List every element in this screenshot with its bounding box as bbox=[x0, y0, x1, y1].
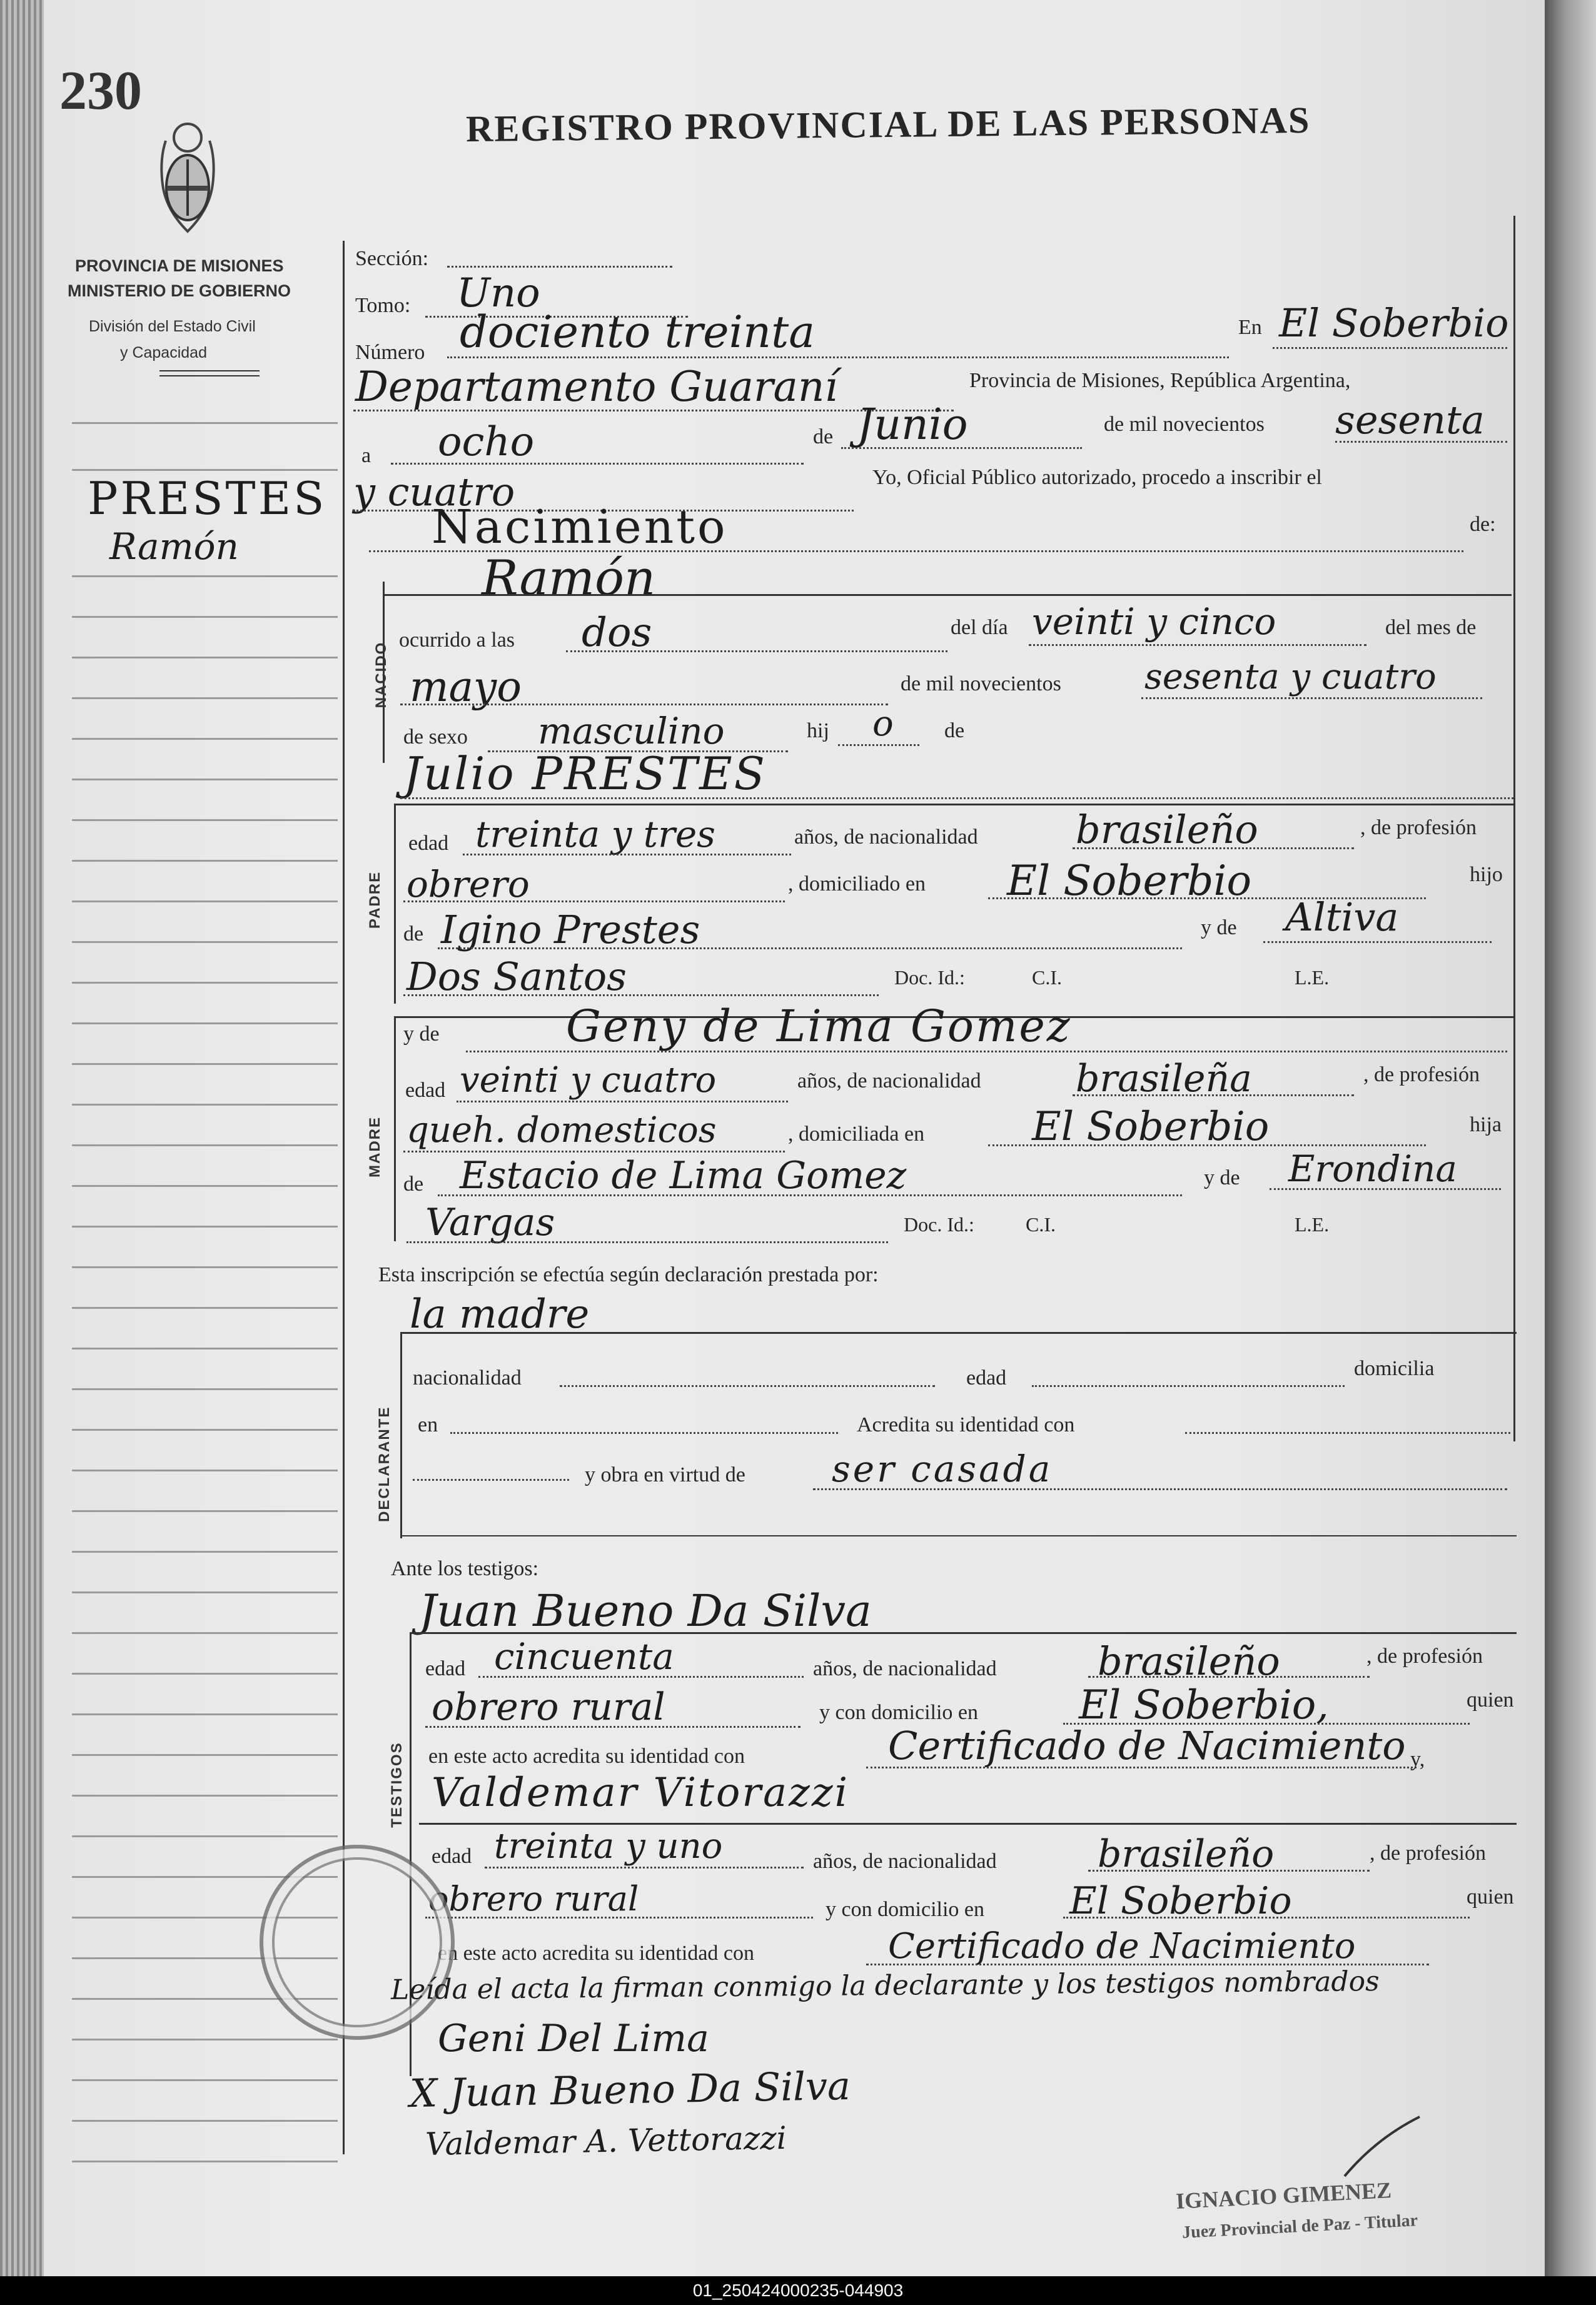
padre-dom-value: El Soberbio bbox=[1007, 857, 1252, 905]
padre-edad-value: treinta y tres bbox=[475, 813, 715, 855]
tomo-label: Tomo: bbox=[355, 294, 411, 317]
sexo-label: de sexo bbox=[403, 725, 468, 749]
madre-ci-label: C.I. bbox=[1026, 1213, 1056, 1236]
hora-value: dos bbox=[582, 610, 652, 656]
testigo1-y-label: y, bbox=[1410, 1748, 1425, 1771]
testigo2-nombre: Valdemar Vitorazzi bbox=[432, 1770, 850, 1816]
testigo1-nac: brasileño bbox=[1098, 1638, 1280, 1684]
testigo1-nac-label: años, de nacionalidad bbox=[813, 1657, 997, 1680]
mes-nacimiento-value: mayo bbox=[410, 663, 522, 711]
madre-y-de-label: y de bbox=[403, 1022, 440, 1046]
mil-label: de mil novecientos bbox=[1104, 413, 1265, 436]
padre-hijo-label: hijo bbox=[1470, 863, 1503, 886]
madre-edad-value: veinti y cuatro bbox=[460, 1060, 717, 1101]
page-title: REGISTRO PROVINCIAL DE LAS PERSONAS bbox=[465, 99, 1311, 150]
padre-le-label: L.E. bbox=[1295, 966, 1330, 989]
declarante-acredita-label: Acredita su identidad con bbox=[857, 1413, 1075, 1436]
del-mes-label: del mes de bbox=[1385, 616, 1477, 639]
madre-hija-label: hija bbox=[1470, 1113, 1502, 1136]
coat-of-arms-emblem bbox=[153, 116, 222, 241]
del-dia-label: del día bbox=[951, 616, 1008, 639]
province-label: PROVINCIA DE MISIONES bbox=[75, 256, 284, 275]
testigo2-prof: obrero rural bbox=[428, 1879, 639, 1919]
padre-ci-label: C.I. bbox=[1032, 966, 1062, 989]
anio-value-2: y cuatro bbox=[353, 469, 515, 515]
padre-de-label: de bbox=[403, 922, 424, 946]
declarante-obra-value: ser casada bbox=[832, 1448, 1053, 1490]
division-label-2: y Capacidad bbox=[120, 344, 207, 361]
en-value: El Soberbio bbox=[1279, 300, 1509, 346]
madre-nac-value: brasileña bbox=[1076, 1057, 1252, 1101]
declarante-edad-label: edad bbox=[966, 1366, 1007, 1390]
section-label-nacido: NACIDO bbox=[373, 641, 390, 709]
testigo2-quien-label: quien bbox=[1467, 1885, 1514, 1909]
declarante-value: la madre bbox=[410, 1291, 590, 1338]
testigo2-edad: treinta y uno bbox=[494, 1826, 723, 1867]
abuelo-materno-value: Estacio de Lima Gomez bbox=[460, 1154, 907, 1198]
testigo1-acto-label: en este acto acredita su identidad con bbox=[428, 1745, 745, 1768]
abuela-materna-value-2: Vargas bbox=[425, 1201, 555, 1244]
tomo-value: Uno bbox=[457, 270, 540, 316]
dia-nacimiento-value: veinti y cinco bbox=[1032, 600, 1276, 643]
signature-testigo-2: Valdemar A. Vettorazzi bbox=[425, 2119, 787, 2163]
hij-label: hij bbox=[807, 719, 829, 742]
madre-nombre-value: Geny de Lima Gomez bbox=[566, 1001, 1072, 1052]
official-stamp bbox=[260, 1845, 455, 2040]
padre-prof-label: , de profesión bbox=[1360, 816, 1477, 839]
testigo2-doc: Certificado de Nacimiento bbox=[888, 1926, 1356, 1967]
testigos-intro: Ante los testigos: bbox=[391, 1557, 539, 1580]
madre-dom-label: , domiciliada en bbox=[788, 1122, 925, 1146]
mil-nacimiento-label: de mil novecientos bbox=[901, 672, 1061, 695]
padre-doc-label: Doc. Id.: bbox=[894, 966, 965, 989]
testigo1-quien-label: quien bbox=[1467, 1688, 1514, 1712]
testigo1-doc: Certificado de Nacimiento bbox=[888, 1723, 1406, 1768]
section-label-declarante: DECLARANTE bbox=[376, 1406, 393, 1522]
testigo2-nac-label: años, de nacionalidad bbox=[813, 1850, 997, 1873]
padre-dom-label: , domiciliado en bbox=[788, 872, 926, 895]
padre-nombre-value: Julio PRESTES bbox=[403, 747, 767, 800]
margin-given-name: Ramón bbox=[109, 525, 239, 568]
departamento-value: Departamento Guaraní bbox=[355, 363, 838, 411]
madre-edad-label: edad bbox=[405, 1079, 446, 1102]
de-label: de bbox=[813, 425, 834, 448]
declarante-en-label: en bbox=[418, 1413, 438, 1436]
anio-nacimiento-value: sesenta y cuatro bbox=[1144, 657, 1437, 697]
padre-edad-label: edad bbox=[408, 832, 449, 855]
abuela-paterna-value-2: Dos Santos bbox=[407, 954, 627, 999]
image-id-footer: 01_250424000235-044903 bbox=[0, 2276, 1596, 2305]
padre-nac-label: años, de nacionalidad bbox=[794, 825, 978, 849]
declarante-obra-label: y obra en virtud de bbox=[585, 1463, 745, 1486]
abuela-paterna-value: Altiva bbox=[1285, 894, 1399, 940]
judge-signature-mark bbox=[1338, 2114, 1426, 2182]
testigo2-prof-label: , de profesión bbox=[1370, 1842, 1487, 1865]
abuela-materna-value: Erondina bbox=[1288, 1147, 1457, 1190]
madre-prof-value: queh. domesticos bbox=[407, 1110, 717, 1151]
de-colon-label: de: bbox=[1470, 513, 1496, 536]
nombre-value: Ramón bbox=[482, 550, 656, 607]
book-spine bbox=[0, 0, 44, 2276]
madre-doc-label: Doc. Id.: bbox=[904, 1213, 974, 1236]
judge-title: Juez Provincial de Paz - Titular bbox=[1181, 2211, 1418, 2242]
padre-nac-value: brasileño bbox=[1076, 807, 1258, 852]
abuelo-paterno-value: Igino Prestes bbox=[441, 907, 700, 952]
testigo1-dom: El Soberbio, bbox=[1079, 1682, 1329, 1728]
testigo2-dom: El Soberbio bbox=[1069, 1879, 1292, 1923]
ministry-label: MINISTERIO DE GOBIERNO bbox=[68, 281, 291, 300]
testigo2-acto-label: en este acto acredita su identidad con bbox=[438, 1942, 754, 1965]
madre-dom-value: El Soberbio bbox=[1032, 1104, 1270, 1150]
declarante-domicilia-label: domicilia bbox=[1354, 1357, 1435, 1380]
signature-declarante: Geni Del Lima bbox=[438, 2017, 709, 2060]
a-label: a bbox=[361, 444, 371, 467]
testigo2-nac: brasileño bbox=[1098, 1832, 1275, 1876]
hij-de-label: de bbox=[944, 719, 965, 742]
padre-prof-value: obrero bbox=[407, 863, 530, 905]
section-label-testigos: TESTIGOS bbox=[388, 1742, 405, 1828]
judge-name: IGNACIO GIMENEZ bbox=[1175, 2177, 1392, 2214]
anio-value: sesenta bbox=[1335, 397, 1485, 443]
declarante-intro: Esta inscripción se efectúa según declaración prestada por: bbox=[378, 1263, 879, 1286]
mes-value: Junio bbox=[857, 400, 968, 450]
testigo1-dom-label: y con domicilio en bbox=[819, 1701, 979, 1724]
madre-nac-label: años, de nacionalidad bbox=[797, 1069, 981, 1092]
section-label-madre: MADRE bbox=[366, 1116, 383, 1178]
hij-value: o bbox=[872, 704, 894, 744]
madre-le-label: L.E. bbox=[1295, 1213, 1330, 1236]
testigo1-edad-label: edad bbox=[425, 1657, 466, 1680]
en-label: En bbox=[1238, 316, 1262, 339]
dia-value: ocho bbox=[438, 419, 535, 465]
ocurrido-label: ocurrido a las bbox=[399, 628, 515, 652]
madre-prof-label: , de profesión bbox=[1363, 1063, 1480, 1086]
provincia-text: Provincia de Misiones, República Argentina, bbox=[969, 369, 1351, 392]
declarante-nac-label: nacionalidad bbox=[413, 1366, 522, 1390]
facing-page-edge bbox=[1545, 0, 1596, 2276]
madre-y-de2-label: y de bbox=[1204, 1166, 1240, 1189]
oficial-text: Yo, Oficial Público autorizado, procedo a inscribir el bbox=[872, 466, 1322, 489]
testigo1-prof-label: , de profesión bbox=[1366, 1645, 1483, 1668]
page-number: 230 bbox=[59, 61, 142, 121]
section-label-padre: PADRE bbox=[366, 870, 383, 929]
madre-de-label: de bbox=[403, 1173, 424, 1196]
numero-value: dociento treinta bbox=[460, 306, 815, 358]
acto-value: Nacimiento bbox=[432, 500, 728, 554]
testigo1-nombre: Juan Bueno Da Silva bbox=[419, 1585, 872, 1637]
division-label: División del Estado Civil bbox=[89, 318, 256, 335]
testigo2-edad-label: edad bbox=[432, 1845, 472, 1868]
numero-label: Número bbox=[355, 341, 425, 364]
testigo1-edad: cincuenta bbox=[494, 1635, 674, 1678]
seccion-label: Sección: bbox=[355, 247, 429, 270]
margin-surname: PRESTES bbox=[88, 472, 327, 525]
padre-y-de-label: y de bbox=[1201, 916, 1237, 939]
signature-testigo-1: X Juan Bueno Da Silva bbox=[409, 2062, 851, 2117]
testigo1-prof: obrero rural bbox=[432, 1685, 665, 1729]
testigo2-dom-label: y con domicilio en bbox=[826, 1898, 985, 1921]
sexo-value: masculino bbox=[538, 710, 725, 752]
closing-text: Leída el acta la firman conmigo la declarante y los testigos nombrados bbox=[390, 1965, 1380, 2006]
